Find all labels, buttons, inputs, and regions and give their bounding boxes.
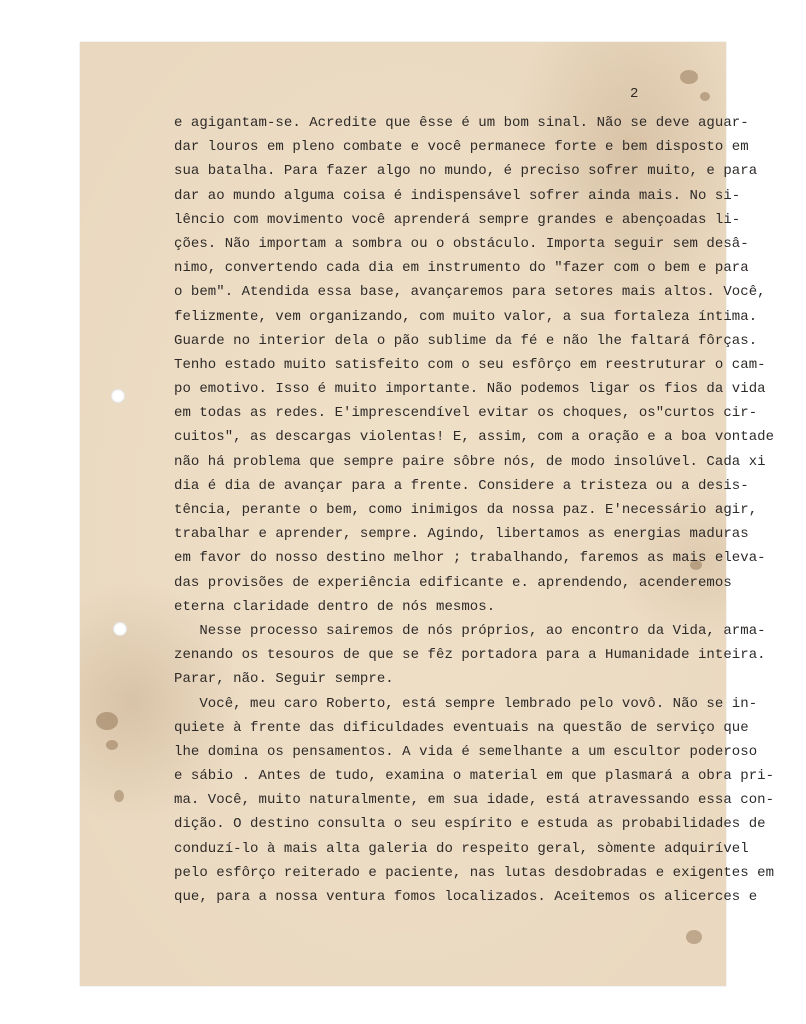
text-line: nimo, convertendo cada dia em instrumento do "fazer com o bem e para xyxy=(174,260,749,277)
text-line: e sábio . Antes de tudo, examina o material em que plasmará a obra pri- xyxy=(174,768,775,785)
text-line: conduzí-lo à mais alta galeria do respeito geral, sòmente adquirível xyxy=(174,840,749,857)
text-line: dar louros em pleno combate e você permanece forte e bem disposto em xyxy=(174,139,749,156)
text-line: das provisões de experiência edificante e. aprendendo, acenderemos xyxy=(174,574,732,591)
letter-body xyxy=(174,111,775,909)
text-line: ma. Você, muito naturalmente, em sua idade, está atravessando essa con- xyxy=(174,792,775,809)
text-line: eterna claridade dentro de nós mesmos. xyxy=(174,598,496,615)
text-line: pelo esfôrço reiterado e paciente, nas lutas desdobradas e exigentes em xyxy=(174,864,775,881)
punch-hole xyxy=(111,389,125,403)
text-line: e agigantam-se. Acredite que êsse é um bom sinal. Não se deve aguar- xyxy=(174,115,749,131)
punch-hole xyxy=(113,622,127,636)
text-line: o bem". Atendida essa base, avançaremos para setores mais altos. Você, xyxy=(174,284,766,301)
stain-spot xyxy=(114,790,124,802)
text-line: lêncio com movimento você aprenderá sempre grandes e abençoadas li- xyxy=(174,211,741,228)
text-line: cuitos", as descargas violentas! E, assim, com a oração e a boa vontade xyxy=(174,429,775,446)
text-line: em todas as redes. E'imprescendível evitar os choques, os"curtos cir- xyxy=(174,405,758,422)
text-line: sua batalha. Para fazer algo no mundo, é preciso sofrer muito, e para xyxy=(174,163,758,180)
text-line: ções. Não importam a sombra ou o obstáculo. Importa seguir sem desâ- xyxy=(174,235,749,252)
text-line: dia é dia de avançar para a frente. Considere a tristeza ou a desis- xyxy=(174,477,749,494)
text-line: po emotivo. Isso é muito importante. Não podemos ligar os fios da vida xyxy=(174,381,766,398)
stain-spot xyxy=(680,70,698,84)
text-line: Guarde no interior dela o pão sublime da fé e não lhe faltará fôrças. xyxy=(174,332,758,349)
text-line: trabalhar e aprender, sempre. Agindo, libertamos as energias maduras xyxy=(174,526,749,543)
stain-spot xyxy=(700,92,710,101)
page-number: 2 xyxy=(630,86,639,102)
text-line: Você, meu caro Roberto, está sempre lembrado pelo vovô. Não se in- xyxy=(174,695,758,712)
text-line: quiete à frente das dificuldades eventuais na questão de serviço que xyxy=(174,719,749,736)
text-line: tência, perante o bem, como inimigos da nossa paz. E'necessário agir, xyxy=(174,502,758,518)
stain-spot xyxy=(96,712,118,730)
text-line: Tenho estado muito satisfeito com o seu esfôrço em reestruturar o cam- xyxy=(174,356,766,373)
stain-spot xyxy=(106,740,118,750)
text-line: dar ao mundo alguma coisa é indispensável sofrer ainda mais. No si- xyxy=(174,187,741,204)
text-line: Nesse processo sairemos de nós próprios, ao encontro da Vida, arma- xyxy=(174,622,766,639)
text-line: em favor do nosso destino melhor ; trabalhando, faremos as mais eleva- xyxy=(174,550,766,567)
text-line: dição. O destino consulta o seu espírito e estuda as probabilidades de xyxy=(174,816,766,833)
text-line: lhe domina os pensamentos. A vida é semelhante a um escultor poderoso xyxy=(174,743,758,760)
text-line: Parar, não. Seguir sempre. xyxy=(174,671,394,688)
text-line: felizmente, vem organizando, com muito valor, a sua fortaleza íntima. xyxy=(174,308,758,325)
stain-spot xyxy=(686,930,702,944)
text-line: zenando os tesouros de que se fêz portadora para a Humanidade inteira. xyxy=(174,647,766,664)
text-line: que, para a nossa ventura fomos localizados. Aceitemos os alicerces e xyxy=(174,889,758,905)
text-line: não há problema que sempre paire sôbre nós, de modo insolúvel. Cada xi xyxy=(174,453,766,470)
